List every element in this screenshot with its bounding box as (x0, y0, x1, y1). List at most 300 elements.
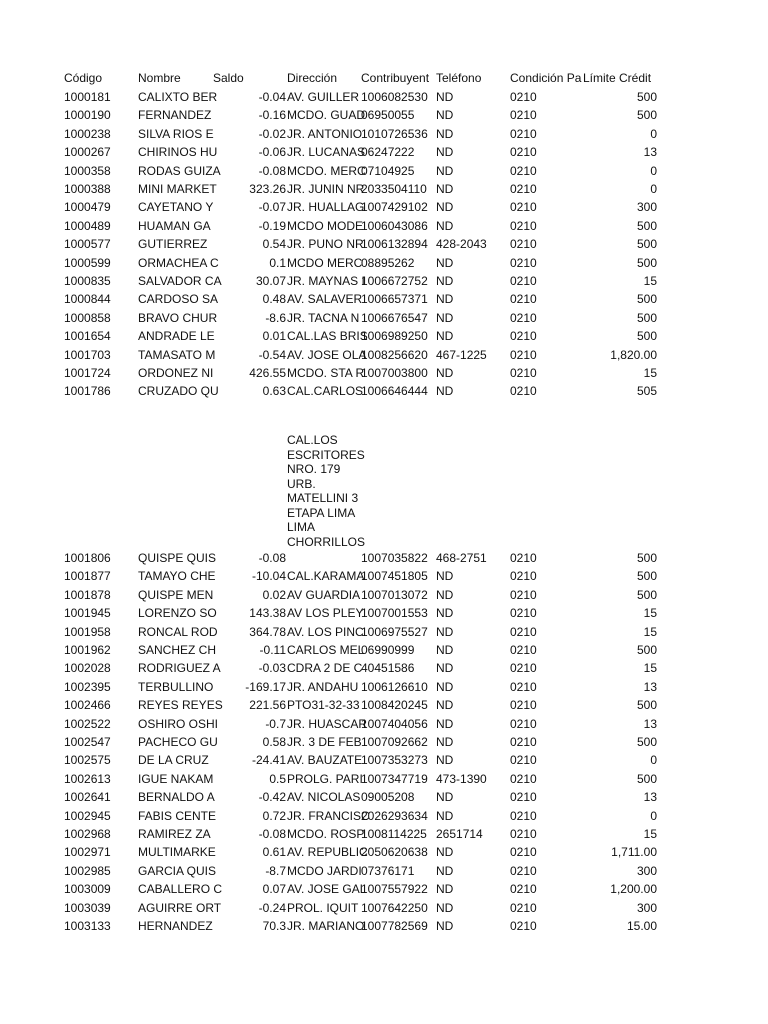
cell-telefono: ND (436, 643, 454, 657)
cell-limite-credito: 300 (636, 863, 657, 878)
cell-codigo: 1002641 (64, 790, 111, 805)
cell-direccion: JR. HUALLAG (287, 200, 365, 215)
table-row (0, 751, 768, 769)
cell-telefono: ND (436, 790, 454, 805)
cell-condicion-pago: 0210 (510, 863, 537, 878)
cell-saldo: 0.58 (262, 735, 286, 749)
cell-direccion: JR. ANTONIO (287, 126, 363, 141)
address-line: CHORRILLOS (287, 534, 366, 549)
cell-telefono: ND (436, 384, 454, 399)
cell-telefono: ND (436, 753, 454, 768)
cell-condicion-pago: 0210 (510, 384, 537, 399)
cell-direccion: CDRA 2 DE C (287, 661, 363, 676)
table-row (0, 180, 768, 198)
cell-saldo: -0.06 (258, 145, 286, 160)
table-row (0, 309, 768, 327)
cell-contribuyente: 1007003800 (361, 366, 428, 380)
cell-telefono: 468-2751 (436, 551, 487, 565)
cell-contribuyente: 1007001553 (361, 606, 428, 621)
cell-direccion: AV. BAUZATE (287, 753, 363, 768)
cell-codigo: 1000577 (64, 237, 111, 252)
cell-contribuyente: 1008420245 (361, 698, 428, 713)
cell-direccion: MCDO. ROSP (287, 827, 365, 841)
cell-contribuyente: 07376171 (361, 863, 415, 878)
cell-contribuyente: 1007642250 (361, 900, 428, 915)
cell-direccion: CAL.LAS BRIS (287, 329, 368, 344)
cell-saldo: -0.54 (258, 347, 286, 362)
cell-nombre: SANCHEZ CH (138, 643, 217, 657)
cell-codigo: 1000489 (64, 218, 111, 233)
cell-saldo: -0.07 (258, 200, 286, 215)
cell-telefono: ND (436, 108, 454, 123)
cell-codigo: 1002971 (64, 845, 111, 860)
cell-condicion-pago: 0210 (510, 808, 537, 823)
cell-condicion-pago: 0210 (510, 735, 537, 749)
cell-saldo: -8.6 (265, 310, 286, 325)
cell-saldo: -0.7 (265, 716, 286, 731)
cell-nombre: FABIS CENTE (138, 808, 217, 823)
cell-telefono: ND (436, 882, 454, 897)
cell-telefono: ND (436, 218, 454, 233)
cell-condicion-pago: 0210 (510, 753, 537, 768)
cell-direccion: JR. PUNO NR (287, 237, 364, 252)
cell-telefono: ND (436, 624, 454, 639)
cell-limite-credito: 15 (643, 606, 657, 621)
cell-contribuyente: 1006975527 (361, 624, 428, 639)
cell-nombre: HERNANDEZ (138, 919, 213, 933)
cell-condicion-pago: 0210 (510, 237, 537, 252)
cell-nombre: CABALLERO C (138, 882, 223, 897)
cell-limite-credito: 500 (636, 108, 657, 123)
cell-condicion-pago: 0210 (510, 329, 537, 344)
cell-contribuyente: 1007782569 (361, 919, 428, 933)
cell-contribuyente: 09005208 (361, 790, 415, 805)
cell-limite-credito: 500 (636, 237, 657, 252)
cell-nombre: AGUIRRE ORT (138, 900, 222, 915)
cell-telefono: ND (436, 329, 454, 344)
cell-telefono: ND (436, 145, 454, 160)
wrapped-address-cell (287, 433, 366, 549)
table-row (0, 364, 768, 382)
cell-saldo: 221.56 (249, 698, 286, 713)
cell-nombre: PACHECO GU (138, 735, 218, 749)
cell-direccion: PROLG. PARI (287, 771, 363, 786)
table-row (0, 88, 768, 106)
cell-condicion-pago: 0210 (510, 845, 537, 860)
cell-condicion-pago: 0210 (510, 366, 537, 380)
cell-codigo: 1001962 (64, 643, 111, 657)
cell-telefono: ND (436, 569, 454, 584)
cell-codigo: 1003133 (64, 919, 111, 933)
table-row (0, 825, 768, 843)
cell-saldo: 30.07 (255, 274, 286, 288)
cell-codigo: 1001958 (64, 624, 111, 639)
cell-saldo: -0.08 (258, 827, 286, 841)
cell-condicion-pago: 0210 (510, 661, 537, 676)
cell-telefono: ND (436, 163, 454, 178)
cell-condicion-pago: 0210 (510, 182, 537, 196)
cell-condicion-pago: 0210 (510, 569, 537, 584)
cell-contribuyente: 2050620638 (361, 845, 428, 860)
cell-contribuyente: 1007353273 (361, 753, 428, 768)
cell-direccion: JR. MARIANO (287, 919, 365, 933)
cell-condicion-pago: 0210 (510, 827, 537, 841)
table-row (0, 143, 768, 161)
cell-direccion: AV GUARDIA (287, 587, 361, 602)
cell-condicion-pago: 0210 (510, 347, 537, 362)
cell-telefono: ND (436, 366, 454, 380)
cell-nombre: QUISPE MEN (138, 587, 214, 602)
cell-limite-credito: 13 (643, 145, 657, 160)
table-row (0, 604, 768, 622)
cell-codigo: 1000388 (64, 182, 111, 196)
cell-codigo: 1002945 (64, 808, 111, 823)
header-limite-credito: Límite Crédit (583, 71, 652, 85)
cell-contribuyente: 1006043086 (361, 218, 428, 233)
cell-nombre: OSHIRO OSHI (138, 716, 219, 731)
cell-direccion: JR. HUASCAR (287, 716, 368, 731)
cell-contribuyente: 1007557922 (361, 882, 428, 897)
cell-limite-credito: 15 (643, 624, 657, 639)
cell-telefono: ND (436, 661, 454, 676)
cell-nombre: IGUE NAKAM (138, 771, 214, 786)
cell-codigo: 1002575 (64, 753, 111, 768)
cell-codigo: 1002522 (64, 716, 111, 731)
cell-nombre: CAYETANO Y (138, 200, 214, 215)
cell-contribuyente: 06990999 (361, 643, 415, 657)
cell-telefono: ND (436, 845, 454, 860)
cell-telefono: ND (436, 310, 454, 325)
cell-codigo: 1002985 (64, 863, 111, 878)
cell-codigo: 1003009 (64, 882, 111, 897)
cell-condicion-pago: 0210 (510, 255, 537, 270)
cell-codigo: 1001654 (64, 329, 111, 344)
cell-limite-credito: 500 (636, 771, 657, 786)
cell-codigo: 1002028 (64, 661, 111, 676)
cell-direccion: CAL.CARLOS (287, 384, 364, 399)
cell-saldo: -0.04 (258, 90, 286, 104)
table-row (0, 106, 768, 124)
cell-codigo: 1001703 (64, 347, 111, 362)
cell-direccion: MCDO. STA R (287, 366, 365, 380)
cell-condicion-pago: 0210 (510, 790, 537, 805)
cell-nombre: BERNALDO A (138, 790, 215, 805)
cell-contribuyente: 06950055 (361, 108, 415, 123)
cell-saldo: 70.3 (262, 919, 286, 933)
cell-direccion: AV. JOSE GAL (287, 882, 367, 897)
cell-direccion (287, 549, 361, 567)
table-row (0, 346, 768, 364)
table-row (0, 162, 768, 180)
table-row (0, 272, 768, 290)
table-row (0, 586, 768, 604)
cell-saldo: -8.7 (265, 863, 286, 878)
cell-codigo: 1000858 (64, 310, 111, 325)
cell-nombre: QUISPE QUIS (138, 551, 217, 565)
cell-nombre: SILVA RIOS E (138, 126, 214, 141)
cell-contribuyente: 1006676547 (361, 310, 428, 325)
cell-contribuyente: 2026293634 (361, 808, 428, 823)
cell-saldo: -0.16 (258, 108, 286, 123)
cell-limite-credito: 0 (650, 126, 657, 141)
cell-saldo: -0.08 (258, 551, 286, 565)
cell-saldo: -0.11 (259, 643, 286, 657)
cell-saldo: -0.03 (258, 661, 286, 676)
cell-codigo: 1001945 (64, 606, 111, 621)
cell-limite-credito: 0 (650, 753, 657, 768)
cell-contribuyente: 07104925 (361, 163, 415, 178)
cell-nombre: MINI MARKET (138, 182, 217, 196)
cell-telefono: 467-1225 (436, 347, 487, 362)
cell-codigo: 1000190 (64, 108, 111, 123)
cell-saldo: -0.02 (258, 126, 286, 141)
table-row (0, 917, 768, 935)
cell-direccion: JR. JUNIN NR (287, 182, 365, 196)
cell-saldo: 0.61 (262, 845, 286, 860)
table-row (0, 549, 768, 567)
cell-saldo: 0.1 (269, 255, 286, 270)
cell-nombre: GUTIERREZ (138, 237, 208, 252)
table-row (0, 567, 768, 585)
cell-nombre: RAMIREZ ZA (138, 827, 211, 841)
cell-contribuyente: 1008114225 (361, 827, 427, 841)
cell-limite-credito: 15 (643, 366, 657, 380)
table-row (0, 327, 768, 345)
cell-saldo: 0.02 (262, 587, 286, 602)
cell-contribuyente: 2033504110 (361, 182, 427, 196)
cell-limite-credito: 0 (650, 808, 657, 823)
cell-direccion: AV. LOS PINC (287, 624, 364, 639)
cell-limite-credito: 15.00 (626, 919, 657, 933)
cell-direccion: JR. 3 DE FEB (287, 735, 362, 749)
table-row (0, 862, 768, 880)
cell-nombre: CRUZADO QU (138, 384, 219, 399)
cell-limite-credito: 0 (650, 163, 657, 178)
cell-contribuyente: 1006989250 (361, 329, 428, 344)
cell-direccion: JR. MAYNAS I (287, 274, 365, 288)
cell-condicion-pago: 0210 (510, 310, 537, 325)
cell-nombre: CHIRINOS HU (138, 145, 218, 160)
cell-codigo: 1000844 (64, 292, 111, 307)
cell-telefono: ND (436, 698, 454, 713)
cell-direccion: JR. TACNA N (287, 310, 360, 325)
cell-saldo: 0.01 (262, 329, 286, 344)
cell-contribuyente: 1007092662 (361, 735, 428, 749)
cell-nombre: TERBULLINO (138, 679, 214, 694)
cell-nombre: RODAS GUIZA (138, 163, 221, 178)
cell-limite-credito: 500 (636, 329, 657, 344)
cell-limite-credito: 500 (636, 587, 657, 602)
cell-nombre: RODRIGUEZ A (138, 661, 221, 676)
cell-codigo: 1002613 (64, 771, 111, 786)
cell-nombre: TAMAYO CHE (138, 569, 216, 584)
cell-limite-credito: 500 (636, 255, 657, 270)
cell-nombre: BRAVO CHUR (138, 310, 218, 325)
cell-telefono: ND (436, 126, 454, 141)
cell-direccion: MCDO JARDI (287, 863, 362, 878)
cell-limite-credito: 500 (636, 292, 657, 307)
cell-condicion-pago: 0210 (510, 882, 537, 897)
cell-saldo: 0.63 (262, 384, 286, 399)
cell-saldo: -24.41 (251, 753, 286, 768)
table-row (0, 254, 768, 272)
cell-telefono: ND (436, 863, 454, 878)
cell-saldo: 0.72 (262, 808, 286, 823)
table-row (0, 715, 768, 733)
cell-condicion-pago: 0210 (510, 698, 537, 713)
cell-condicion-pago: 0210 (510, 716, 537, 731)
cell-nombre: ANDRADE LE (138, 329, 215, 344)
cell-condicion-pago: 0210 (510, 771, 537, 786)
cell-saldo: -0.24 (258, 900, 286, 915)
cell-saldo: 0.54 (262, 237, 286, 252)
cell-limite-credito: 505 (636, 384, 657, 399)
cell-limite-credito: 15 (643, 274, 657, 288)
header-direccion: Dirección (287, 71, 338, 85)
cell-limite-credito: 500 (636, 90, 657, 104)
cell-codigo: 1001724 (64, 366, 111, 380)
cell-condicion-pago: 0210 (510, 274, 537, 288)
cell-direccion: AV. REPUBLIC (287, 845, 368, 860)
cell-contribuyente: 1006646444 (361, 384, 428, 399)
cell-contribuyente: 1006082530 (361, 90, 428, 104)
cell-codigo: 1002466 (64, 698, 111, 713)
address-line: URB. (287, 476, 316, 491)
cell-telefono: ND (436, 919, 454, 933)
cell-condicion-pago: 0210 (510, 587, 537, 602)
cell-telefono: ND (436, 679, 454, 694)
cell-nombre: SALVADOR CA (138, 274, 222, 288)
header-condicion-pago: Condición Pa (510, 71, 582, 85)
cell-contribuyente: 1008256620 (361, 347, 428, 362)
cell-limite-credito: 15 (643, 661, 657, 676)
cell-telefono: ND (436, 716, 454, 731)
cell-saldo: 0.07 (262, 882, 286, 897)
cell-contribuyente: 06247222 (361, 145, 415, 160)
address-line: LIMA (287, 520, 316, 534)
cell-contribuyente: 1006132894 (361, 237, 428, 252)
table-row (0, 198, 768, 216)
cell-telefono: 428-2043 (436, 237, 487, 252)
cell-direccion: MCDO. GUAD (287, 108, 365, 123)
cell-limite-credito: 15 (643, 827, 657, 841)
cell-contribuyente: 40451586 (361, 661, 415, 676)
cell-condicion-pago: 0210 (510, 919, 537, 933)
table-row (0, 733, 768, 751)
cell-telefono: ND (436, 200, 454, 215)
cell-nombre: TAMASATO M (138, 347, 216, 362)
cell-codigo: 1002395 (64, 679, 111, 694)
cell-direccion: CAL.KARAMA (287, 569, 365, 584)
address-line: ETAPA LIMA (287, 505, 356, 520)
cell-codigo: 1000267 (64, 145, 111, 160)
cell-limite-credito: 500 (636, 735, 657, 749)
cell-direccion: JR. ANDAHU (287, 679, 359, 694)
cell-telefono: ND (436, 606, 454, 621)
cell-direccion: PROL. IQUIT (287, 900, 359, 915)
cell-limite-credito: 1,820.00 (610, 347, 657, 362)
address-line: ESCRITORES (287, 447, 365, 462)
cell-limite-credito: 13 (643, 679, 657, 694)
cell-limite-credito: 500 (636, 698, 657, 713)
cell-saldo: -169.17 (245, 679, 286, 694)
table-row (0, 678, 768, 696)
cell-limite-credito: 500 (636, 643, 657, 657)
cell-contribuyente: 1007429102 (361, 200, 428, 215)
cell-saldo: 364.78 (249, 624, 286, 639)
cell-nombre: LORENZO SO (138, 606, 217, 621)
cell-saldo: 426.55 (249, 366, 286, 380)
cell-condicion-pago: 0210 (510, 900, 537, 915)
table-row (0, 290, 768, 308)
cell-telefono: ND (436, 292, 454, 307)
cell-condicion-pago: 0210 (510, 679, 537, 694)
cell-nombre: ORDONEZ NI (138, 366, 214, 380)
table-row (0, 899, 768, 917)
cell-contribuyente: 1007013072 (361, 587, 428, 602)
cell-condicion-pago: 0210 (510, 292, 537, 307)
header-telefono: Teléfono (436, 71, 482, 85)
table-row (0, 235, 768, 253)
cell-condicion-pago: 0210 (510, 551, 537, 565)
table-row (0, 807, 768, 825)
cell-telefono: ND (436, 808, 454, 823)
cell-codigo: 1001786 (64, 384, 111, 399)
cell-contribuyente: 1006657371 (361, 292, 428, 307)
cell-contribuyente: 1007451805 (361, 569, 428, 584)
cell-direccion: AV LOS PLEY (287, 606, 364, 621)
cell-codigo: 1000479 (64, 200, 111, 215)
header-codigo: Código (64, 71, 103, 85)
cell-telefono: 473-1390 (436, 771, 487, 786)
table-row (0, 125, 768, 143)
cell-condicion-pago: 0210 (510, 643, 537, 657)
table-row (0, 880, 768, 898)
cell-nombre: REYES REYES (138, 698, 223, 713)
cell-limite-credito: 13 (643, 716, 657, 731)
cell-codigo: 1003039 (64, 900, 111, 915)
table-row (0, 696, 768, 714)
cell-condicion-pago: 0210 (510, 218, 537, 233)
cell-codigo: 1000358 (64, 163, 111, 178)
cell-condicion-pago: 0210 (510, 126, 537, 141)
cell-contribuyente: 1006672752 (361, 274, 428, 288)
cell-nombre: CARDOSO SA (138, 292, 219, 307)
header-saldo: Saldo (213, 71, 244, 85)
cell-direccion: AV. GUILLER (287, 90, 360, 104)
cell-nombre: MULTIMARKE (138, 845, 216, 860)
cell-telefono: ND (436, 182, 454, 196)
table-row (0, 843, 768, 861)
cell-codigo: 1001878 (64, 587, 111, 602)
cell-saldo: -0.19 (258, 218, 286, 233)
cell-telefono: 2651714 (436, 827, 483, 841)
cell-telefono: ND (436, 274, 454, 288)
cell-telefono: ND (436, 587, 454, 602)
header-contribuyente: Contribuyent (361, 71, 430, 85)
cell-limite-credito: 500 (636, 569, 657, 584)
cell-saldo: -0.08 (258, 163, 286, 178)
cell-condicion-pago: 0210 (510, 163, 537, 178)
cell-codigo: 1000238 (64, 126, 111, 141)
cell-saldo: 323.26 (249, 182, 286, 196)
cell-limite-credito: 300 (636, 200, 657, 215)
cell-limite-credito: 300 (636, 900, 657, 915)
cell-contribuyente: 1010726536 (361, 126, 428, 141)
cell-saldo: 0.48 (262, 292, 286, 307)
cell-telefono: ND (436, 900, 454, 915)
cell-limite-credito: 1,200.00 (610, 882, 657, 897)
